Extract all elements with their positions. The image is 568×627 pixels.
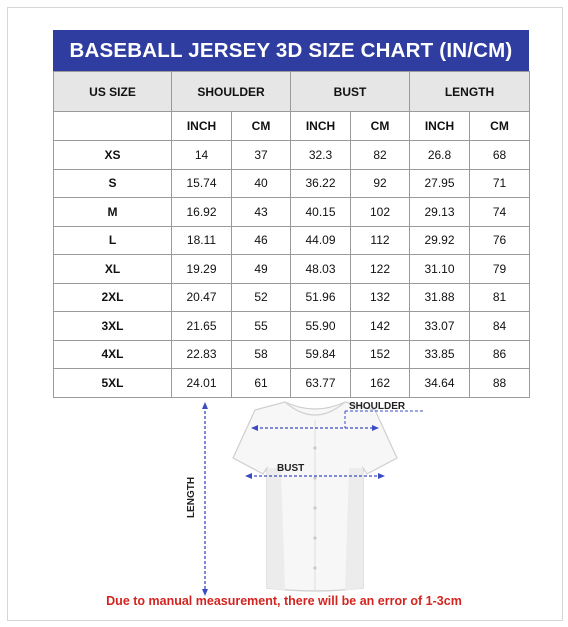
measurement-cell: 112 [351,226,410,255]
measurement-cell: 68 [470,141,530,170]
measurement-cell: 34.64 [410,369,470,398]
measurement-cell: 162 [351,369,410,398]
measurement-cell: 132 [351,283,410,312]
measurement-cell: 81 [470,283,530,312]
measurement-cell: 21.65 [172,312,232,341]
measurement-cell: 86 [470,340,530,369]
measurement-cell: 18.11 [172,226,232,255]
size-cell: 4XL [54,340,172,369]
measurement-cell: 74 [470,198,530,227]
header-us-size: US SIZE [54,72,172,112]
measurement-cell: 44.09 [291,226,351,255]
size-cell: XL [54,255,172,284]
measurement-cell: 29.13 [410,198,470,227]
size-cell: 3XL [54,312,172,341]
measurement-cell: 49 [232,255,291,284]
unit-cell: CM [470,112,530,141]
measurement-cell: 88 [470,369,530,398]
bust-arrow-left-icon [245,473,252,479]
size-cell: M [54,198,172,227]
measurement-cell: 16.92 [172,198,232,227]
unit-cell: CM [232,112,291,141]
measurement-cell: 55 [232,312,291,341]
unit-cell: CM [351,112,410,141]
table-row [54,340,530,369]
jersey-diagram [185,398,445,598]
measurement-cell: 15.74 [172,169,232,198]
header-shoulder: SHOULDER [172,72,291,112]
table-row [54,369,530,398]
measurement-cell: 76 [470,226,530,255]
table-row [54,169,530,198]
measurement-cell: 37 [232,141,291,170]
table-unit-row [54,112,530,141]
table-body [54,141,530,398]
size-cell: L [54,226,172,255]
measurement-cell: 61 [232,369,291,398]
size-cell: S [54,169,172,198]
length-arrow-top-icon [202,402,208,409]
measurement-note: Due to manual measurement, there will be an error of 1-3cm [106,594,462,608]
table-header-row [54,72,530,112]
unit-cell: INCH [172,112,232,141]
measurement-cell: 24.01 [172,369,232,398]
table-row [54,226,530,255]
measurement-cell: 52 [232,283,291,312]
bust-arrow-right-icon [378,473,385,479]
measurement-cell: 79 [470,255,530,284]
measurement-cell: 152 [351,340,410,369]
size-cell: XS [54,141,172,170]
measurement-cell: 82 [351,141,410,170]
measurement-cell: 84 [470,312,530,341]
measurement-cell: 32.3 [291,141,351,170]
size-cell: 2XL [54,283,172,312]
measurement-cell: 29.92 [410,226,470,255]
table-row [54,312,530,341]
measurement-cell: 46 [232,226,291,255]
measurement-cell: 40.15 [291,198,351,227]
measurement-cell: 14 [172,141,232,170]
table-row [54,283,530,312]
measurement-cell: 43 [232,198,291,227]
measurement-cell: 19.29 [172,255,232,284]
measurement-cell: 59.84 [291,340,351,369]
measurement-cell: 48.03 [291,255,351,284]
header-bust: BUST [291,72,410,112]
measurement-cell: 102 [351,198,410,227]
measurement-cell: 31.10 [410,255,470,284]
measurement-cell: 51.96 [291,283,351,312]
measurement-cell: 55.90 [291,312,351,341]
unit-blank-cell [54,112,172,141]
size-table [53,71,530,398]
table-row [54,198,530,227]
bust-label: BUST [277,463,305,474]
unit-cell: INCH [410,112,470,141]
measurement-cell: 27.95 [410,169,470,198]
measurement-cell: 142 [351,312,410,341]
measurement-cell: 33.07 [410,312,470,341]
shoulder-label: SHOULDER [349,401,406,412]
measurement-cell: 26.8 [410,141,470,170]
measurement-cell: 92 [351,169,410,198]
unit-cell: INCH [291,112,351,141]
measurement-cell: 63.77 [291,369,351,398]
measurement-cell: 36.22 [291,169,351,198]
chart-title: BASEBALL JERSEY 3D SIZE CHART (IN/CM) [53,30,529,71]
header-length: LENGTH [410,72,530,112]
measurement-cell: 40 [232,169,291,198]
jersey-illustration [185,398,445,598]
table-row [54,255,530,284]
measurement-cell: 33.85 [410,340,470,369]
size-cell: 5XL [54,369,172,398]
table-row [54,141,530,170]
measurement-cell: 22.83 [172,340,232,369]
measurement-cell: 20.47 [172,283,232,312]
length-label: LENGTH [186,476,198,519]
measurement-cell: 31.88 [410,283,470,312]
measurement-cell: 122 [351,255,410,284]
measurement-cell: 58 [232,340,291,369]
measurement-cell: 71 [470,169,530,198]
